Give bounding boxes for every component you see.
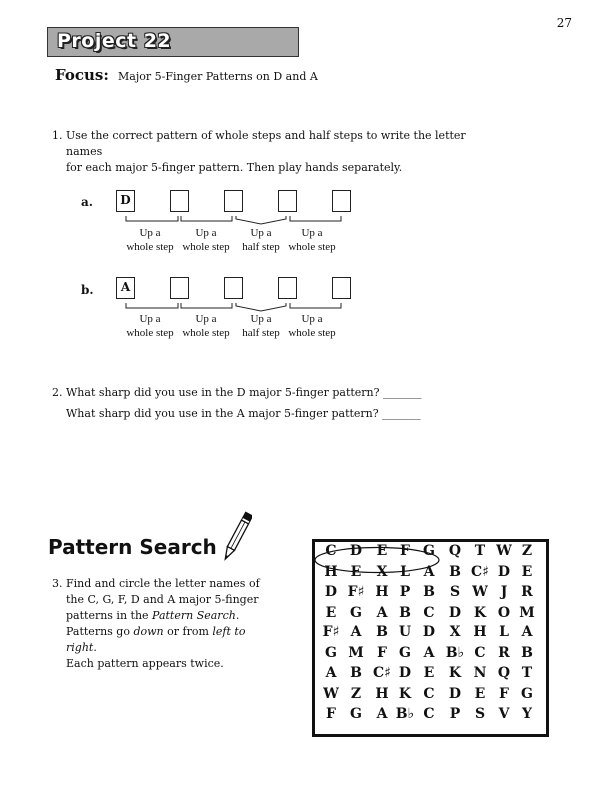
answer-box[interactable]: A bbox=[116, 277, 135, 299]
grid-letter[interactable]: B bbox=[399, 605, 411, 621]
grid-letter[interactable]: B bbox=[449, 564, 461, 580]
grid-letter[interactable]: E bbox=[350, 564, 362, 580]
grid-letter[interactable]: H bbox=[324, 564, 338, 580]
grid-letter[interactable]: E bbox=[325, 605, 337, 621]
question-2-number: 2. bbox=[52, 386, 63, 399]
grid-letter[interactable]: D bbox=[448, 605, 462, 621]
grid-letter[interactable]: E bbox=[423, 665, 435, 681]
grid-letter[interactable]: G bbox=[399, 645, 411, 661]
step-label: Up a whole step bbox=[288, 313, 336, 339]
step-label: Up a half step bbox=[242, 227, 280, 253]
focus-text: Major 5-Finger Patterns on D and A bbox=[118, 70, 318, 83]
grid-letter[interactable]: C♯ bbox=[471, 564, 489, 580]
page-number: 27 bbox=[556, 16, 572, 30]
pattern-search-title: Pattern Search bbox=[48, 535, 217, 559]
grid-letter[interactable]: D bbox=[324, 584, 338, 600]
grid-letter[interactable]: F bbox=[377, 645, 387, 661]
grid-letter[interactable]: A bbox=[521, 624, 533, 640]
grid-letter[interactable]: B bbox=[376, 624, 388, 640]
question-3-line-1: Find and circle the letter names of bbox=[66, 577, 260, 590]
grid-letter[interactable]: K bbox=[398, 686, 412, 702]
grid-letter[interactable]: A bbox=[325, 665, 337, 681]
grid-letter[interactable]: F♯ bbox=[347, 584, 365, 600]
grid-letter[interactable]: P bbox=[449, 706, 461, 722]
grid-letter[interactable]: A bbox=[423, 645, 435, 661]
grid-letter[interactable]: B♭ bbox=[395, 706, 415, 722]
grid-letter[interactable]: B♭ bbox=[445, 645, 465, 661]
grid-letter[interactable]: D bbox=[422, 624, 436, 640]
question-1-line-2: for each major 5-finger pattern. Then play hands separately. bbox=[66, 161, 403, 174]
grid-letter[interactable]: C bbox=[423, 686, 435, 702]
question-3-line-5: Each pattern appears twice. bbox=[66, 657, 224, 670]
grid-letter[interactable]: Y bbox=[522, 706, 532, 722]
grid-letter[interactable]: B bbox=[423, 584, 435, 600]
grid-letter[interactable]: W bbox=[472, 584, 488, 600]
grid-letter[interactable]: Q bbox=[448, 543, 462, 559]
grid-letter[interactable]: G bbox=[521, 686, 533, 702]
question-1-line-1: Use the correct pattern of whole steps and half steps to write the letter names bbox=[66, 129, 466, 158]
question-3-line-3: patterns in the Pattern Search. bbox=[66, 609, 240, 622]
grid-letter[interactable]: R bbox=[521, 584, 533, 600]
grid-letter[interactable]: O bbox=[497, 605, 511, 621]
grid-letter[interactable]: T bbox=[521, 665, 533, 681]
grid-letter[interactable]: N bbox=[473, 665, 487, 681]
grid-letter[interactable]: G bbox=[350, 605, 362, 621]
grid-letter[interactable]: S bbox=[449, 584, 461, 600]
grid-letter[interactable]: B bbox=[350, 665, 362, 681]
grid-letter[interactable]: A bbox=[376, 706, 388, 722]
grid-letter[interactable]: A bbox=[423, 564, 435, 580]
grid-letter[interactable]: D bbox=[398, 665, 412, 681]
grid-letter[interactable]: M bbox=[348, 645, 364, 661]
question-2-line-1: What sharp did you use in the D major 5-finger pattern? _______ bbox=[66, 386, 422, 399]
grid-letter[interactable]: F bbox=[326, 706, 336, 722]
question-3-line-4: Patterns go down or from left to right. bbox=[66, 625, 246, 654]
project-title: Project 22 bbox=[57, 30, 172, 52]
step-label: Up a whole step bbox=[182, 313, 230, 339]
grid-letter[interactable]: D bbox=[349, 543, 363, 559]
grid-letter[interactable]: F♯ bbox=[322, 624, 340, 640]
focus-label: Focus: bbox=[55, 66, 109, 84]
grid-letter[interactable]: B bbox=[521, 645, 533, 661]
grid-letter[interactable]: T bbox=[474, 543, 486, 559]
grid-letter[interactable]: J bbox=[500, 584, 508, 600]
answer-box[interactable]: D bbox=[116, 190, 135, 212]
step-label: Up a whole step bbox=[182, 227, 230, 253]
question-3-line-2: the C, G, F, D and A major 5-finger bbox=[66, 593, 259, 606]
grid-letter[interactable]: E bbox=[521, 564, 533, 580]
step-label: Up a whole step bbox=[288, 227, 336, 253]
grid-letter[interactable]: L bbox=[499, 624, 509, 640]
grid-letter[interactable]: X bbox=[449, 624, 461, 640]
grid-letter[interactable]: H bbox=[375, 686, 389, 702]
grid-letter[interactable]: W bbox=[323, 686, 339, 702]
row-label-a: a. bbox=[81, 195, 93, 209]
grid-letter[interactable]: M bbox=[519, 605, 535, 621]
grid-letter[interactable]: R bbox=[498, 645, 510, 661]
step-label: Up a whole step bbox=[126, 313, 174, 339]
grid-letter[interactable]: E bbox=[474, 686, 486, 702]
grid-letter[interactable]: Z bbox=[521, 543, 533, 559]
grid-letter[interactable]: K bbox=[473, 605, 487, 621]
grid-letter[interactable]: A bbox=[350, 624, 362, 640]
grid-letter[interactable]: Q bbox=[497, 665, 511, 681]
grid-letter[interactable]: H bbox=[375, 584, 389, 600]
grid-letter[interactable]: E bbox=[376, 543, 388, 559]
grid-letter[interactable]: U bbox=[398, 624, 412, 640]
grid-letter[interactable]: G bbox=[423, 543, 435, 559]
question-2-line-2: What sharp did you use in the A major 5-finger pattern? _______ bbox=[66, 407, 421, 420]
grid-letter[interactable]: V bbox=[498, 706, 510, 722]
grid-letter[interactable]: C♯ bbox=[373, 665, 391, 681]
step-label: Up a half step bbox=[242, 313, 280, 339]
grid-letter[interactable]: P bbox=[399, 584, 411, 600]
grid-letter[interactable]: C bbox=[423, 605, 435, 621]
grid-letter[interactable]: G bbox=[350, 706, 362, 722]
grid-letter[interactable]: S bbox=[474, 706, 486, 722]
grid-letter[interactable]: C bbox=[325, 543, 337, 559]
grid-letter[interactable]: H bbox=[473, 624, 487, 640]
grid-letter[interactable]: L bbox=[400, 564, 410, 580]
row-label-b: b. bbox=[81, 283, 94, 297]
grid-letter[interactable]: Z bbox=[350, 686, 362, 702]
grid-letter[interactable]: F bbox=[499, 686, 509, 702]
step-label: Up a whole step bbox=[126, 227, 174, 253]
grid-letter[interactable]: F bbox=[400, 543, 410, 559]
grid-letter[interactable]: C bbox=[423, 706, 435, 722]
grid-letter[interactable]: X bbox=[376, 564, 388, 580]
question-3-number: 3. bbox=[52, 577, 63, 590]
question-1-number: 1. bbox=[52, 129, 63, 142]
grid-letter[interactable]: W bbox=[496, 543, 512, 559]
grid-letter[interactable]: D bbox=[497, 564, 511, 580]
grid-letter[interactable]: A bbox=[376, 605, 388, 621]
grid-letter[interactable]: K bbox=[448, 665, 462, 681]
grid-letter[interactable]: C bbox=[474, 645, 486, 661]
grid-letter[interactable]: D bbox=[448, 686, 462, 702]
grid-letter[interactable]: G bbox=[325, 645, 337, 661]
